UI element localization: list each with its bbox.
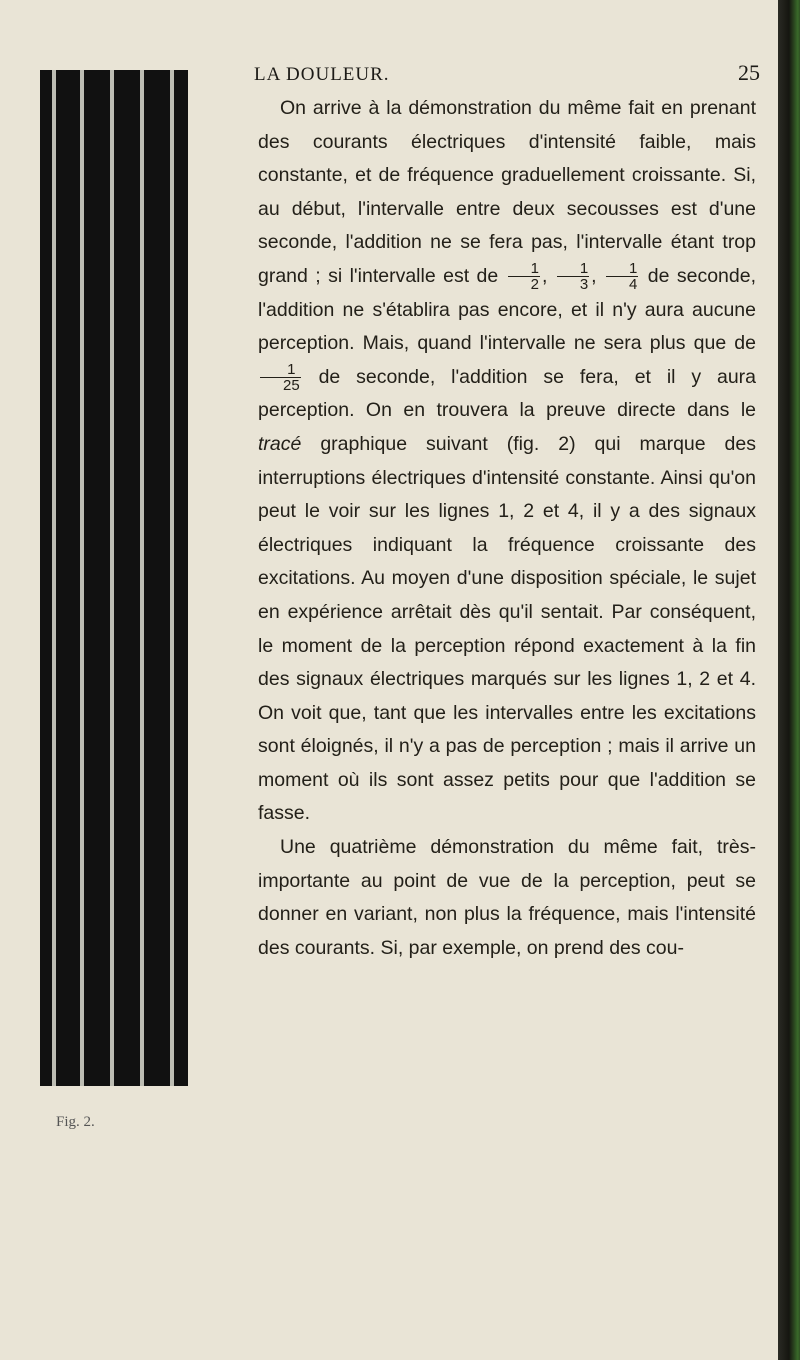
frac-num: 1: [508, 261, 540, 277]
frac-den: 3: [579, 276, 589, 294]
italic-term: tracé: [258, 432, 302, 455]
page-number: 25: [738, 60, 760, 85]
figure-electrical-trace: [40, 70, 188, 1086]
fraction-1-25: [260, 362, 301, 393]
page-header: [230, 52, 770, 92]
trace-line: [80, 70, 84, 1086]
running-title: LA DOULEUR.: [254, 64, 390, 85]
text-run: graphique suivant (fig. 2) qui marque des interruptions électriques d'intensité constante. Ainsi qu'on peut le voir sur les lignes 1, 2 et 4, il y a des signaux électriques indiquant la fréquence croissante des excitations. Au moyen d'une disposition spéciale, le sujet en expérience arrêtait dès qu'il sentait. Par conséquent, le moment de la perception répond exactement à la fin des signaux électriques marqués sur les lignes 1, 2 et 4. On voit que, tant que les intervalles entre les excitations sont éloignés, il n'y a pas de perception ; mais il arrive un moment où ils sont assez petits pour que l'addition se fasse.: [258, 432, 756, 825]
frac-num: 1: [557, 261, 589, 277]
page-edge: [778, 0, 800, 1360]
text-run: de seconde, l'addition se fera, et il y aura perception. On en trouvera la preuve directe dans le: [258, 365, 757, 422]
text-run: de seconde, l'addition ne s'établira pas encore, et il n'y aura aucune perception. Mais, quand l'intervalle ne sera plus que de: [258, 264, 756, 355]
frac-den: 4: [628, 276, 638, 294]
frac-den: 2: [530, 276, 539, 294]
trace-line: [52, 70, 56, 1086]
body-text: [258, 92, 756, 965]
trace-line: [170, 70, 174, 1086]
fraction-1-3: [557, 261, 589, 292]
fraction-1-2: [508, 261, 540, 292]
paragraph: Une quatrième démonstration du même fait, très-importante au point de vue de la perception, peut se donner en variant, non plus la fréquence, mais l'intensité des courants. Si, par exemple, on prend des cou-: [258, 836, 756, 959]
trace-line: [110, 70, 114, 1086]
frac-num: 1: [260, 362, 301, 378]
frac-den: 25: [283, 377, 300, 395]
text-run: On arrive à la démonstration du même fait en prenant des courants électriques d'intensité faible, mais constante, et de fréquence graduellement croissante. Si, au début, l'intervalle entre deux secousses est d'une seconde, l'addition ne se fera pas, l'intervalle étant trop grand ; si l'intervalle est de: [258, 97, 756, 287]
trace-line: [140, 70, 144, 1086]
paragraph: On arrive à la démonstration du même fait en prenant des courants électriques d'intensité faible, mais constante, et de fréquence graduellement croissante. Si, au début, l'intervalle entre deux secousses est d'une seconde, l'addition ne se fera pas, l'intervalle étant trop grand ; si l'intervalle est de $\frac{1}{2}$ , $\frac{1}{3}$ , $\frac{1}{4}$ de seconde, l'addition ne s'établira pas encore, et il n'y aura aucune perception. Mais, quand l'intervalle ne sera plus que de $\frac{1}{25}$ de seconde, l'addition se fera, et il y aura perception. On en trouvera la preuve directe dans le tracé graphique suivant (fig. 2) qui marque des interruptions électriques d'intensité constante. Ainsi qu'on peut le voir sur les lignes 1, 2 et 4, il y a des signaux électriques indiquant la fréquence croissante des excitations. Au moyen d'une disposition spéciale, le sujet en expérience arrêtait dès qu'il sentait. Par conséquent, le moment de la perception répond exactement à la fin des signaux électriques marqués sur les lignes 1, 2 et 4. On voit que, tant que les intervalles entre les excitations sont éloignés, il n'y a pas de perception ; mais il arrive un moment où ils sont assez petits pour que l'addition se fasse.: [258, 97, 757, 825]
fraction-1-4: [606, 261, 638, 292]
figure-caption: Fig. 2.: [56, 1114, 95, 1130]
frac-num: 1: [606, 261, 638, 277]
